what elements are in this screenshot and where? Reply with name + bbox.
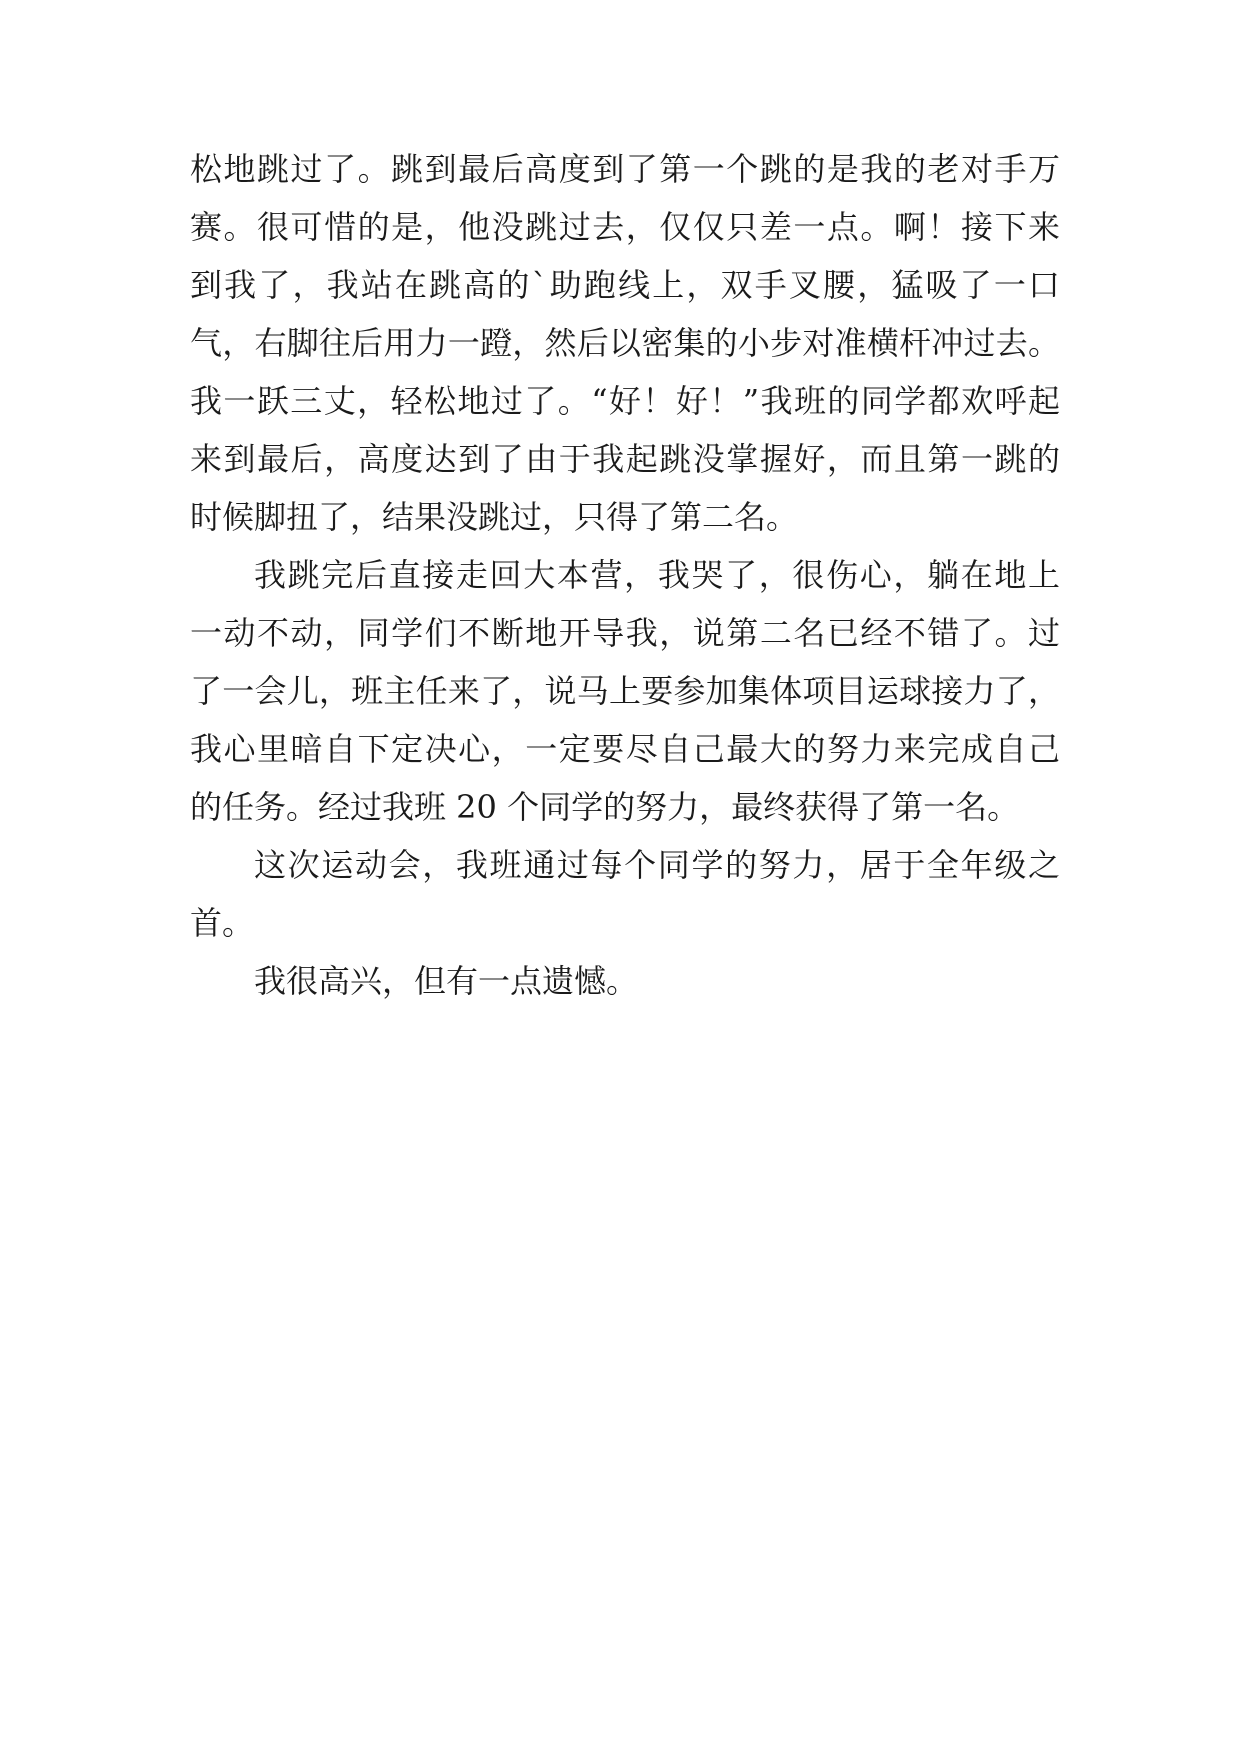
paragraph-1-line-3: 到我了，我站在跳高的`助跑线上，双手叉腰，猛吸了一口: [190, 266, 1060, 304]
paragraph-3-line-1: 这次运动会，我班通过每个同学的努力，居于全年级之: [254, 846, 1060, 884]
paragraph-2-line-2: 一动不动，同学们不断地开导我，说第二名已经不错了。过: [190, 614, 1060, 652]
paragraph-3-line-2: 首。: [190, 904, 255, 942]
paragraph-2-line-3: 了一会儿，班主任来了，说马上要参加集体项目运球接力了，: [190, 672, 1060, 710]
paragraph-2-line-1: 我跳完后直接走回大本营，我哭了，很伤心，躺在地上: [254, 556, 1060, 594]
paragraph-2-line-4: 我心里暗自下定决心，一定要尽自己最大的努力来完成自己: [190, 730, 1060, 768]
paragraph-1-line-5: 我一跃三丈，轻松地过了。“好！好！”我班的同学都欢呼起: [190, 382, 1060, 420]
paragraph-2-line-5: 的任务。经过我班 20 个同学的努力，最终获得了第一名。: [190, 788, 1020, 826]
paragraph-1-line-2: 赛。很可惜的是，他没跳过去，仅仅只差一点。啊！接下来: [190, 208, 1060, 246]
paragraph-1-line-4: 气，右脚往后用力一蹬，然后以密集的小步对准横杆冲过去。: [190, 324, 1060, 362]
paragraph-1-line-7: 时候脚扭了，结果没跳过，只得了第二名。: [190, 498, 799, 536]
paragraph-4-line-1: 我很高兴，但有一点遗憾。: [254, 962, 639, 1000]
paragraph-1-line-1: 松地跳过了。跳到最后高度到了第一个跳的是我的老对手万: [190, 150, 1060, 188]
paragraph-1-line-6: 来到最后，高度达到了由于我起跳没掌握好，而且第一跳的: [190, 440, 1060, 478]
